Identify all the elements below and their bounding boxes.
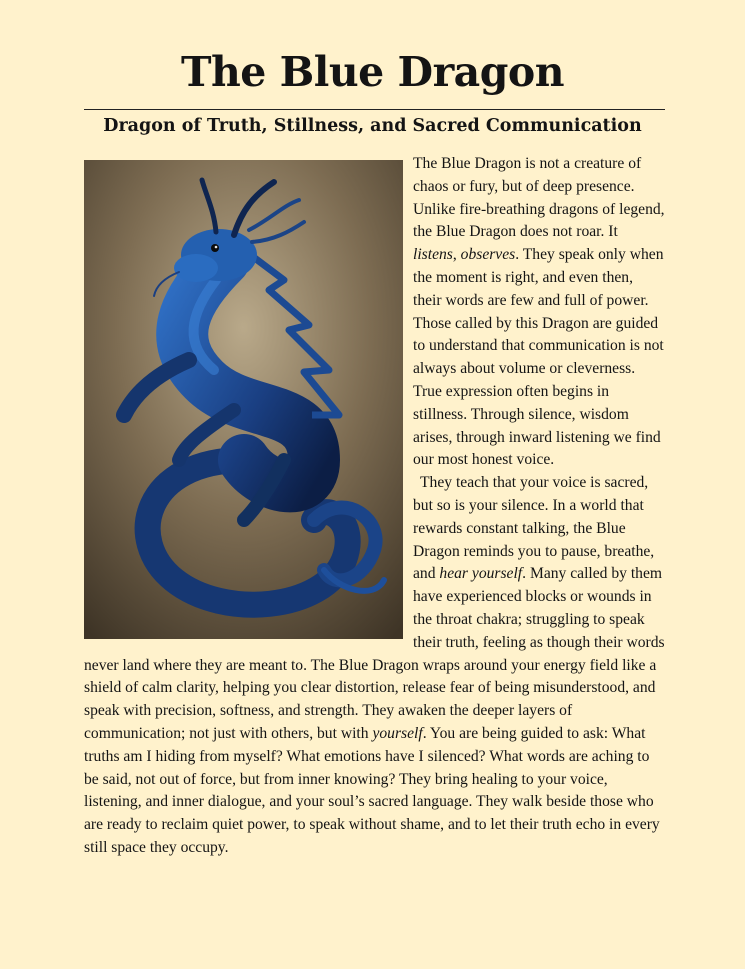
- emphasis-observes: observes: [460, 246, 516, 264]
- text-run: . You are being guided to ask: What truths am I hiding from myself? What emotions have I silenced? What words are aching to be said, not out of force, but from inner knowing? They bring healing to your voice, listening, and inner dialogue, and your soul’s sacred language. They walk beside those who are ready to reclaim quiet power, to speak without shame, and to let their truth echo in every still space they occupy.: [84, 724, 660, 856]
- page-subtitle: Dragon of Truth, Stillness, and Sacred Communication: [103, 116, 642, 136]
- title-divider: [84, 109, 665, 110]
- blue-dragon-illustration: [84, 160, 403, 639]
- page-title: The Blue Dragon: [180, 48, 565, 96]
- text-run: . They speak only when the moment is right, and even then, their words are few and full of power. Those called by this Dragon are guided to understand that communication is not always about volume or cleverness. True expression often begins in stillness. Through silence, wisdom arises, through inward listening we find our most honest voice.: [413, 246, 664, 469]
- text-run: . Many called by them have experienced blocks or wounds in the throat chakra; struggling to speak their truth, feeling as though their words never land where they are meant to. The Blue Dragon wraps around your energy field like a shield of calm clarity, helping you clear distortion, release fear of being misunderstood, and speak with precision, softness, and strength. They awaken the deeper layers of communication; not just with others, but with: [84, 565, 665, 742]
- emphasis-yourself: yourself: [372, 724, 423, 742]
- text-run: The Blue Dragon is not a creature of chaos or fury, but of deep presence. Unlike fire-breathing dragons of legend, the Blue Dragon does not roar. It: [413, 155, 665, 241]
- article-body: [84, 153, 665, 860]
- emphasis-listens: listens: [413, 246, 453, 264]
- text-run: They teach that your voice is sacred, but so is your silence. In a world that rewards constant talking, the Blue Dragon reminds you to pause, breathe, and: [413, 474, 655, 583]
- emphasis-hear-yourself: hear yourself: [439, 565, 523, 583]
- text-run: ,: [452, 246, 461, 264]
